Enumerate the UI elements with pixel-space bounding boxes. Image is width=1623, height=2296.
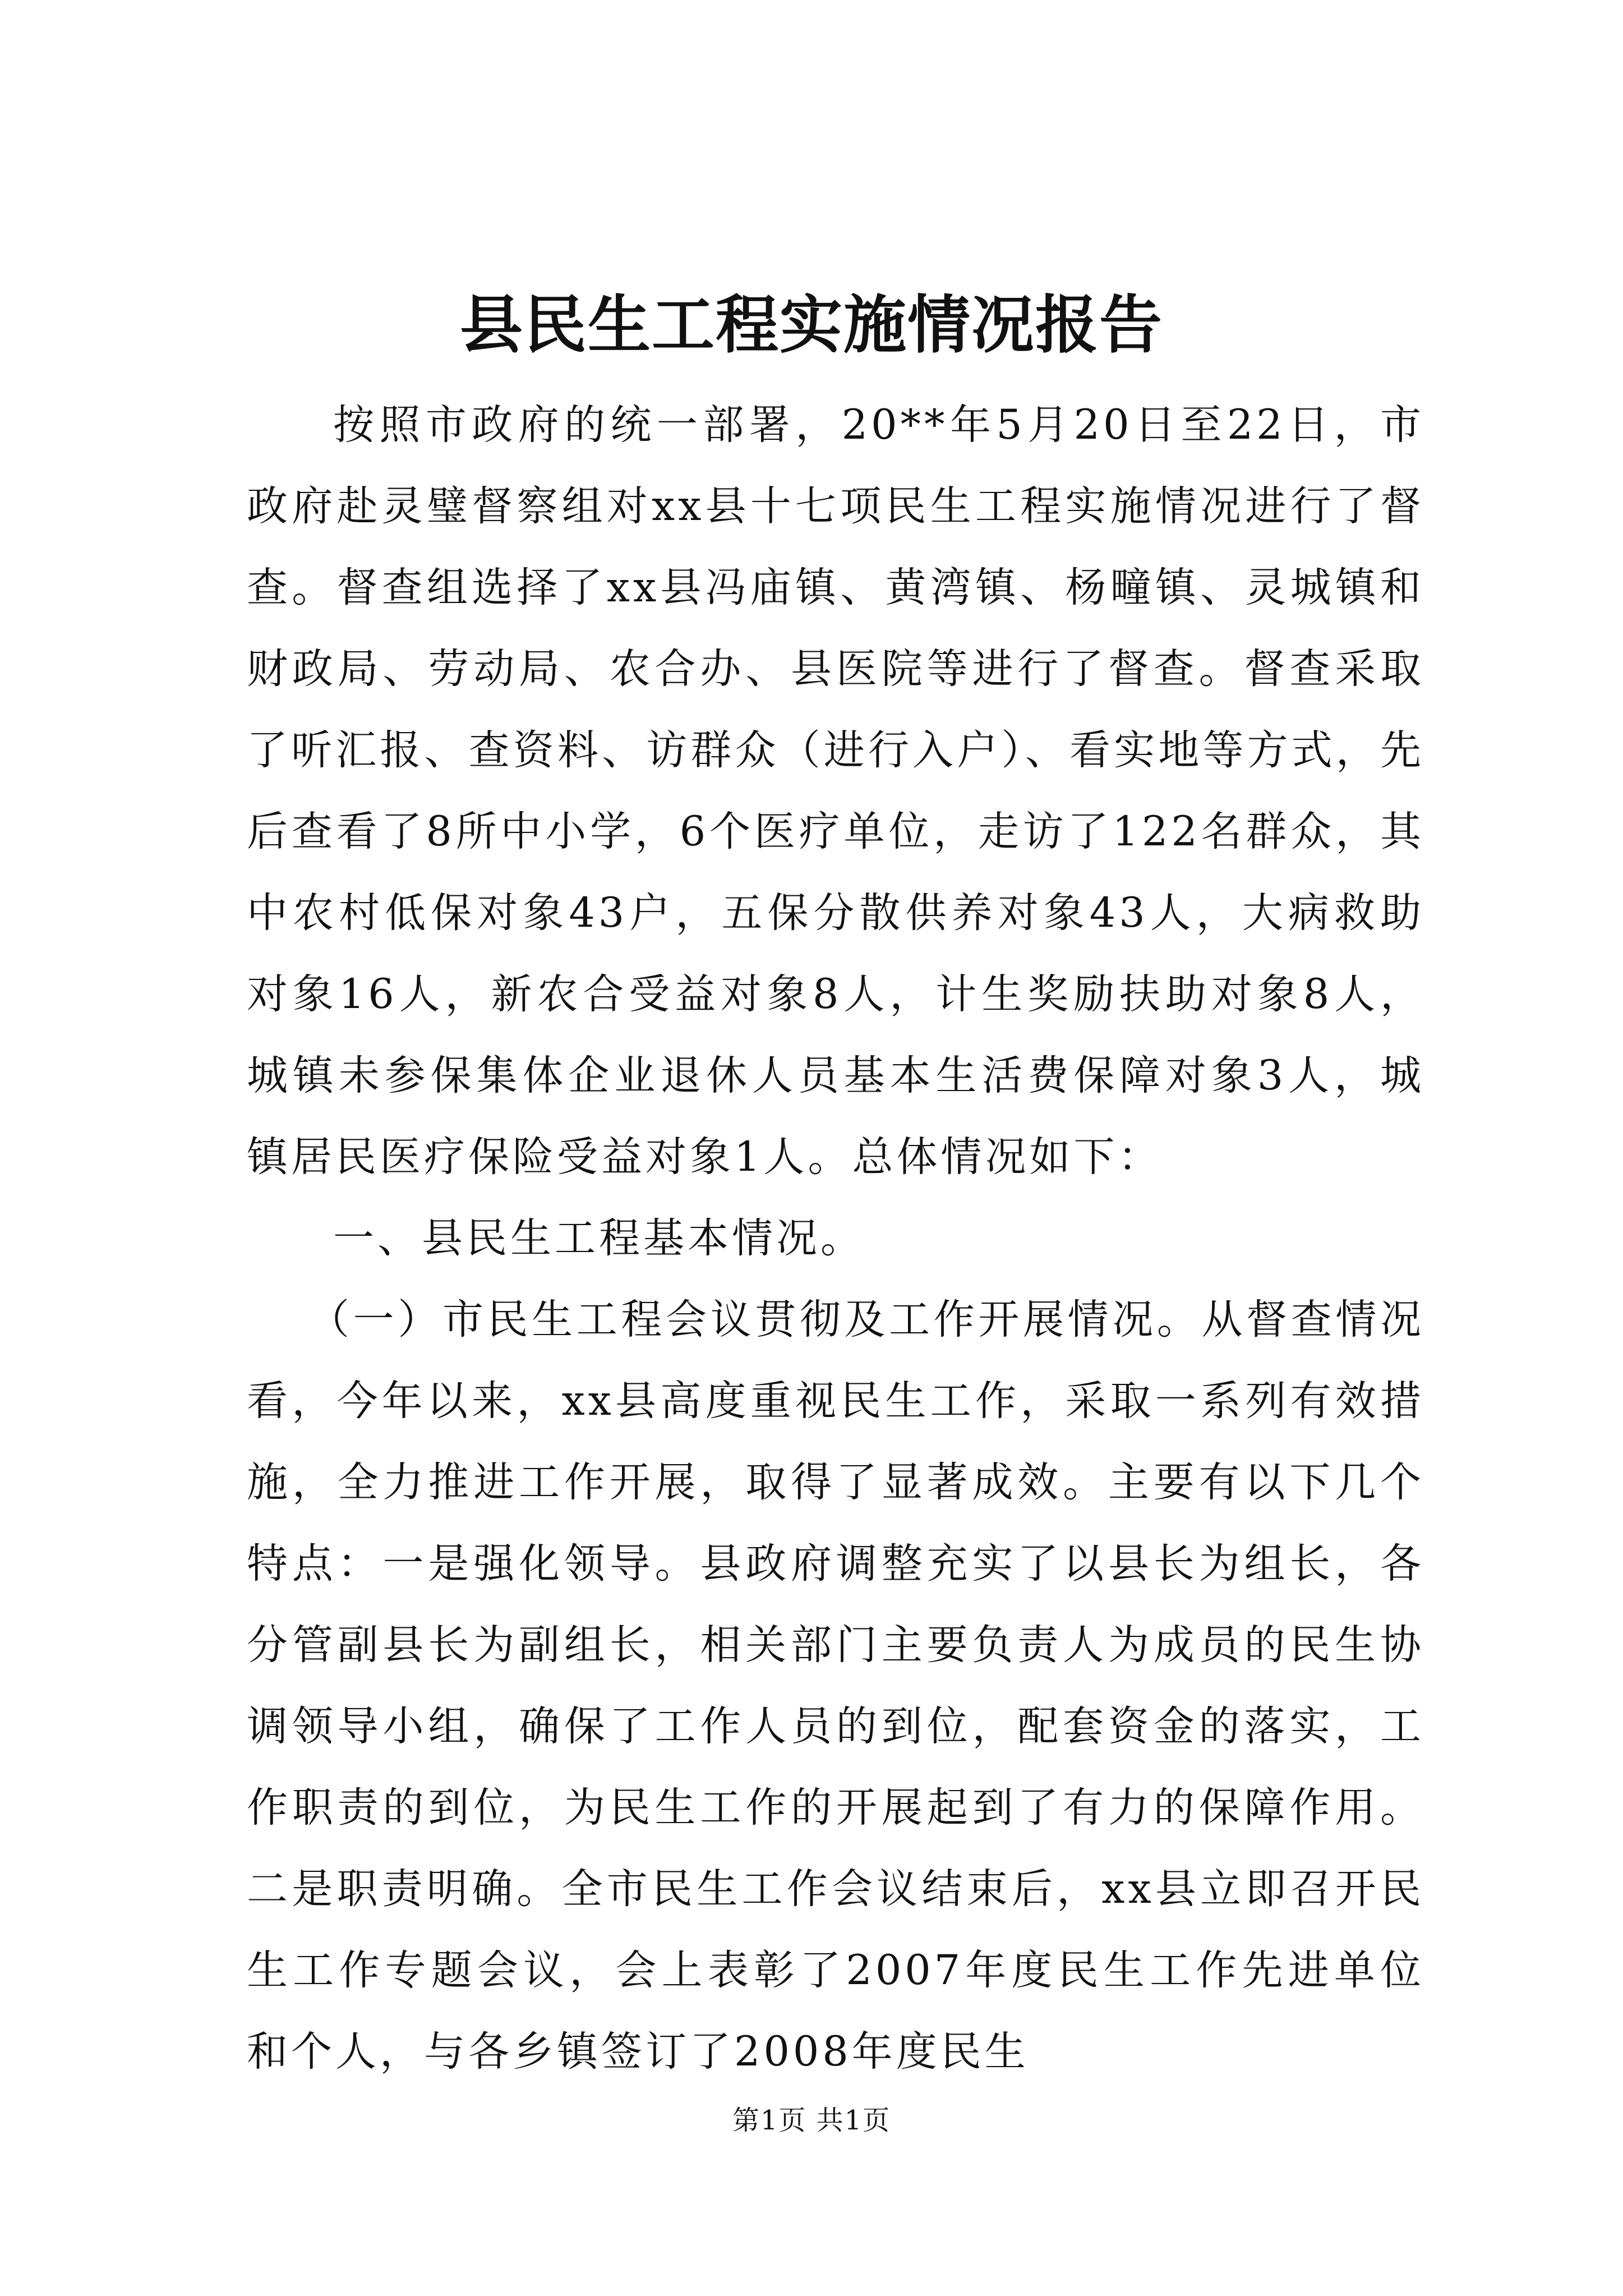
document-body xyxy=(247,384,1424,2092)
paragraph-subsection-1: （一）市民生工程会议贯彻及工作开展情况。从督查情况看，今年以来，xx县高度重视民生工作，采取一系列有效措施，全力推进工作开展，取得了显著成效。主要有以下几个特点：一是强化领导。县政府调整充实了以县长为组长，各分管副县长为副组长，相关部门主要负责人为成员的民生协调领导小组，确保了工作人员的到位，配套资金的落实，工作职责的到位，为民生工作的开展起到了有力的保障作用。二是职责明确。全市民生工作会议结束后，xx县立即召开民生工作专题会议，会上表彰了2007年度民生工作先进单位和个人，与各乡镇签订了2008年度民生 xyxy=(247,1296,1424,2076)
section-heading-1: 一、县民生工程基本情况。 xyxy=(333,1214,865,1262)
document-title: 县民生工程实施情况报告 xyxy=(460,288,1163,362)
paragraph-intro: 按照市政府的统一部署，20**年5月20日至22日，市政府赴灵璧督察组对xx县十七项民生工程实施情况进行了督查。督查组选择了xx县冯庙镇、黄湾镇、杨疃镇、灵城镇和财政局、劳动局、农合办、县医院等进行了督查。督查采取了听汇报、查资料、访群众（进行入户）、看实地等方式，先后查看了8所中小学，6个医疗单位，走访了122名群众，其中农村低保对象43户，五保分散供养对象43人，大病救助对象16人，新农合受益对象8人，计生奖励扶助对象8人，城镇未参保集体企业退休人员基本生活费保障对象3人，城镇居民医疗保险受益对象1人。总体情况如下： xyxy=(247,401,1424,1181)
page-footer: 第1页 共1页 xyxy=(732,2105,891,2136)
